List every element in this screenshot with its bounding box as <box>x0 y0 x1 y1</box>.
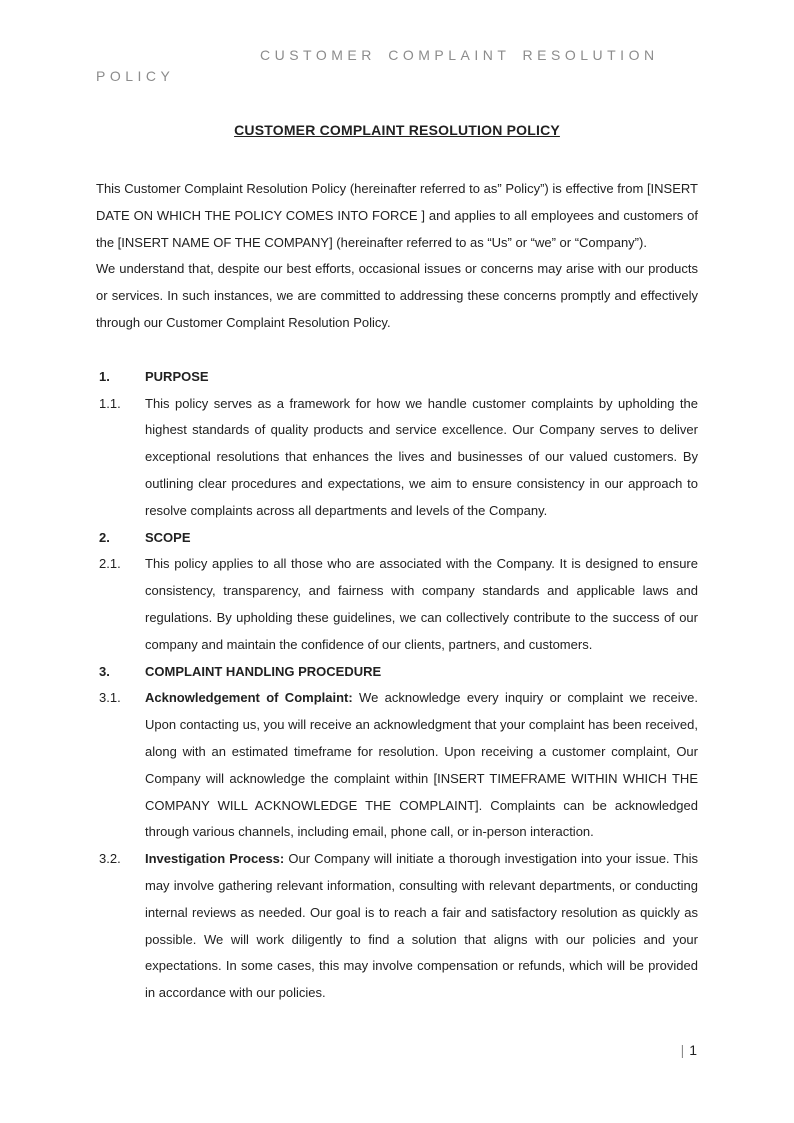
clause-body: Our Company will initiate a thorough investigation into your issue. This may involve gathering relevant information, consulting with relevant departments, or conducting internal reviews as needed. Our goal is to reach a fair and satisfactory resolution as quickly as possible. We will work diligently to find a solution that aligns with our policies and your expectations. In some cases, this may involve compensation or refunds, which will be provided in accordance with our policies. <box>145 851 698 1001</box>
clause-number: 3.2. <box>99 851 121 867</box>
section-heading-purpose <box>96 364 698 391</box>
clause-lead: Investigation Process: <box>145 851 289 867</box>
section-number: 3. <box>99 663 110 679</box>
section-heading-scope <box>96 525 698 552</box>
page-number: 1 <box>689 1042 697 1058</box>
section-heading-complaint-handling-procedure <box>96 659 698 686</box>
clause-2-1 <box>96 551 698 658</box>
clause-text <box>145 685 698 846</box>
clause-number: 3.1. <box>99 690 121 706</box>
section-number: 1. <box>99 368 110 384</box>
intro-paragraph: We understand that, despite our best efforts, occasional issues or concerns may arise with our products or services. In such instances, we are committed to addressing these concerns promptly and effectively through our Customer Complaint Resolution Policy. <box>96 261 698 330</box>
clause-body: This policy applies to all those who are associated with the Company. It is designed to ensure consistency, transparency, and fairness with company standards and applicable laws and regulations. By upholding these guidelines, we can collectively contribute to the success of our company and maintain the confidence of our clients, partners, and customers. <box>145 556 698 652</box>
document-body <box>96 176 698 1007</box>
page-footer <box>681 1040 697 1060</box>
document-title <box>96 120 698 140</box>
clause-body: This policy serves as a framework for how we handle customer complaints by upholding the highest standards of quality products and service excellence. Our Company serves to deliver exceptional resolutions that enhances the lives and businesses of our valued customers. By outlining clear procedures and expectations, we aim to ensure consistency in our approach to resolve complaints across all departments and levels of the Company. <box>145 395 698 518</box>
clause-lead: Acknowledgement of Complaint: <box>145 690 360 706</box>
clause-text <box>145 551 698 658</box>
clause-number: 2.1. <box>99 556 121 572</box>
clause-3-1 <box>96 685 698 846</box>
footer-separator: | <box>680 1042 685 1058</box>
document-title-text: CUSTOMER COMPLAINT RESOLUTION POLICY <box>234 122 560 138</box>
clause-body: We acknowledge every inquiry or complaint we receive. Upon contacting us, you will receive an acknowledgment that your complaint has been received, along with an estimated timeframe for resolution. Upon receiving a customer complaint, Our Company will acknowledge the complaint within [INSERT TIMEFRAME WITHIN WHICH THE COMPANY WILL ACKNOWLEDGE THE COMPLAINT]. Complaints can be acknowledged through various channels, including email, phone call, or in-person interaction. <box>145 690 698 840</box>
clause-3-2 <box>96 846 698 1007</box>
section-heading-label: COMPLAINT HANDLING PROCEDURE <box>145 663 382 679</box>
intro-paragraph: This Customer Complaint Resolution Policy (hereinafter referred to as” Policy”) is effective from [INSERT DATE ON WHICH THE POLICY COMES INTO FORCE ] and applies to all employees and customers of the [INSERT NAME OF THE COMPANY] (hereinafter referred to as “Us” or “we” or “Company”). <box>96 181 698 250</box>
section-heading-label: PURPOSE <box>145 368 209 384</box>
clause-number: 1.1. <box>99 395 121 411</box>
page-header: CUSTOMER COMPLAINT RESOLUTION POLICY <box>96 47 659 84</box>
clause-text <box>145 391 698 525</box>
section-heading-label: SCOPE <box>145 529 191 545</box>
clause-text <box>145 846 698 1007</box>
clause-1-1 <box>96 391 698 525</box>
section-number: 2. <box>99 529 110 545</box>
